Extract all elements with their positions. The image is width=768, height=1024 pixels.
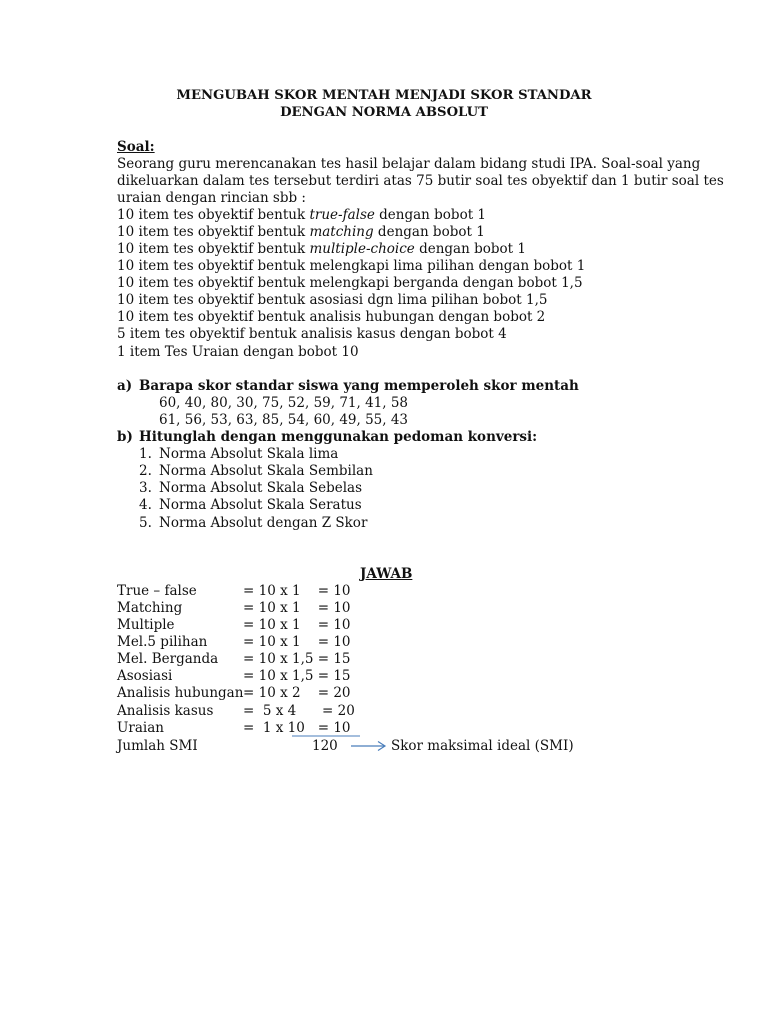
smi-note: Skor maksimal ideal (SMI)	[391, 738, 574, 754]
item-line: 10 item tes obyektif bentuk matching dengan bobot 1	[117, 224, 485, 240]
answer-row-formula: = 10 x 1,5 = 15	[243, 651, 351, 667]
answer-row-formula: = 5 x 4 = 20	[243, 703, 355, 719]
item-line: 10 item tes obyektif bentuk melengkapi lima pilihan dengan bobot 1	[117, 258, 586, 274]
intro-line: Seorang guru merencanakan tes hasil belajar dalam bidang studi IPA. Soal-soal yang	[117, 156, 701, 172]
item-line: 10 item tes obyektif bentuk asosiasi dgn lima pilihan bobot 1,5	[117, 292, 548, 308]
soal-heading: Soal:	[117, 139, 155, 155]
arrow-right-icon	[350, 740, 390, 752]
raw-scores-line-2: 61, 56, 53, 63, 85, 54, 60, 49, 55, 43	[159, 412, 409, 428]
answer-row-formula: = 10 x 1 = 10	[243, 617, 351, 633]
question-a-label: a)	[117, 378, 133, 394]
answer-row-label: Analisis hubungan	[117, 685, 244, 701]
answer-row-label: Multiple	[117, 617, 175, 633]
list-number: 2.	[139, 463, 152, 479]
total-label: Jumlah SMI	[117, 738, 198, 754]
answer-row-formula: = 10 x 1,5 = 15	[243, 668, 351, 684]
item-line: 10 item tes obyektif bentuk analisis hubungan dengan bobot 2	[117, 309, 546, 325]
item-line: 1 item Tes Uraian dengan bobot 10	[117, 344, 359, 360]
list-number: 4.	[139, 497, 152, 513]
answer-row-label: Mel. Berganda	[117, 651, 219, 667]
answer-row-label: True – false	[117, 583, 197, 599]
answer-row-formula: = 10 x 2 = 20	[243, 685, 351, 701]
item-line: 5 item tes obyektif bentuk analisis kasus dengan bobot 4	[117, 326, 507, 342]
item-line: 10 item tes obyektif bentuk multiple-choice dengan bobot 1	[117, 241, 526, 257]
list-number: 1.	[139, 446, 152, 462]
answer-row-formula: = 10 x 1 = 10	[243, 583, 351, 599]
raw-scores-line-1: 60, 40, 80, 30, 75, 52, 59, 71, 41, 58	[159, 395, 409, 411]
answer-row-label: Asosiasi	[117, 668, 173, 684]
list-item: Norma Absolut Skala Seratus	[159, 497, 362, 513]
intro-line: uraian dengan rincian sbb :	[117, 190, 306, 206]
answer-row-formula: = 1 x 10 = 10	[243, 720, 351, 736]
document-title-line-2: DENGAN NORMA ABSOLUT	[280, 105, 488, 120]
list-number: 3.	[139, 480, 152, 496]
item-line: 10 item tes obyektif bentuk melengkapi berganda dengan bobot 1,5	[117, 275, 583, 291]
list-item: Norma Absolut Skala Sembilan	[159, 463, 373, 479]
answer-row-label: Uraian	[117, 720, 164, 736]
question-b-text: Hitunglah dengan menggunakan pedoman konversi:	[139, 429, 538, 445]
list-item: Norma Absolut Skala lima	[159, 446, 339, 462]
list-item: Norma Absolut Skala Sebelas	[159, 480, 363, 496]
answer-row-label: Mel.5 pilihan	[117, 634, 208, 650]
answer-row-formula: = 10 x 1 = 10	[243, 634, 351, 650]
answer-row-formula: = 10 x 1 = 10	[243, 600, 351, 616]
list-number: 5.	[139, 515, 152, 531]
answer-row-label: Analisis kasus	[117, 703, 214, 719]
total-value: 120	[312, 738, 338, 754]
question-a-text: Barapa skor standar siswa yang memperoleh skor mentah	[139, 378, 579, 394]
item-line: 10 item tes obyektif bentuk true-false dengan bobot 1	[117, 207, 486, 223]
document-title-line-1: MENGUBAH SKOR MENTAH MENJADI SKOR STANDAR	[176, 88, 592, 103]
jawab-heading: JAWAB	[360, 566, 413, 582]
intro-line: dikeluarkan dalam tes tersebut terdiri atas 75 butir soal tes obyektif dan 1 butir soal tes	[117, 173, 724, 189]
answer-row-label: Matching	[117, 600, 183, 616]
list-item: Norma Absolut dengan Z Skor	[159, 515, 368, 531]
question-b-label: b)	[117, 429, 133, 445]
